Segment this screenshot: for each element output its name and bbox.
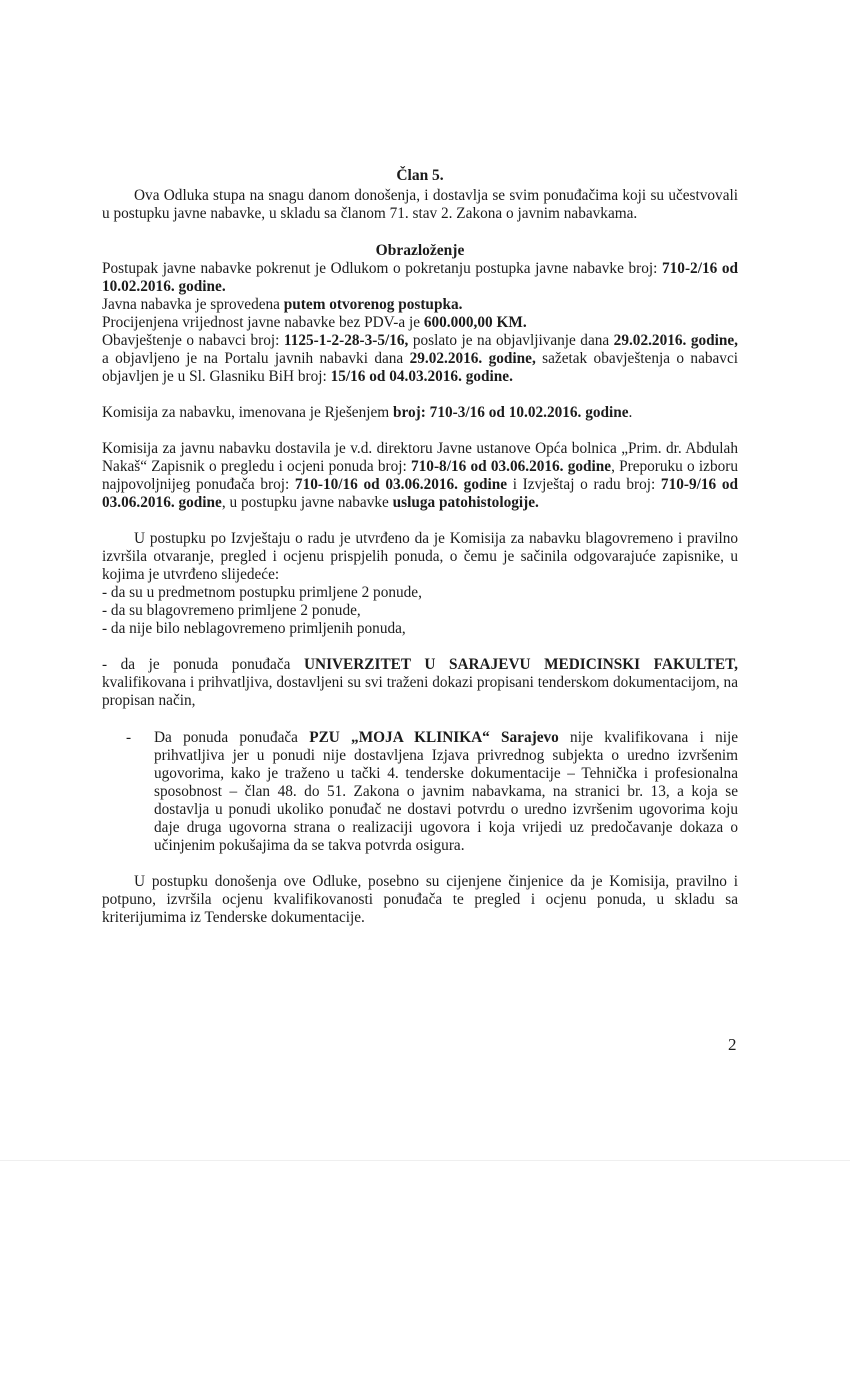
paragraph-vrijednost: Procijenjena vrijednost javne nabavke bez PDV-a je 600.000,00 KM. xyxy=(102,314,527,331)
article-5-paragraph: Ova Odluka stupa na snagu danom donošenja, i dostavlja se svim ponuđačima koji su učestvovali u postupku javne nabavke, u skladu sa članom 71. stav 2. Zakona o javnim nabavkama. xyxy=(102,187,738,222)
section-heading-obrazlozenje: Obrazloženje xyxy=(375,242,465,259)
list-item: - da nije bilo neblagovremeno primljenih ponuda, xyxy=(102,620,406,637)
paragraph-sprovedena: Javna nabavka je sprovedena putem otvorenog postupka. xyxy=(102,296,463,313)
paragraph-komisija: Komisija za nabavku, imenovana je Rješenjem broj: 710-3/16 od 10.02.2016. godine. xyxy=(102,404,633,421)
list-item: - da su blagovremeno primljene 2 ponude, xyxy=(102,602,361,619)
paragraph-donosenje: U postupku donošenja ove Odluke, posebno su cijenjene činjenice da je Komisija, pravilno i potpuno, izvršila ocjenu kvalifikovanosti ponuđača te pregled i ocjenu ponuda, u skladu sa kriterijumima iz Tenderske dokumentacije. xyxy=(102,873,738,926)
bullet-dash: - xyxy=(126,729,132,746)
article-heading: Član 5. xyxy=(396,167,444,184)
document-body xyxy=(102,167,738,927)
list-item: - da su u predmetnom postupku primljene 2 ponude, xyxy=(102,584,422,601)
paragraph-obavjestenje: Obavještenje o nabavci broj: 1125-1-2-28-3-5/16, poslato je na objavljivanje dana 29.02.2016. godine, a objavljeno je na Portalu javnih nabavki dana 29.02.2016. godine, sažetak obavještenja o nabavci objavljen je u Sl. Glasniku BiH broj: 15/16 od 04.03.2016. godine. xyxy=(102,332,738,385)
bullet-paragraph-moja-klinika: - Da ponuda ponuđača PZU „MOJA KLINIKA“ Sarajevo nije kvalifikovana i nije prihvatljiva jer u ponudi nije dostavljena Izjava privrednog subjekta o uredno izvršenim ugovorima, kako je traženo u tački 4. tenderske dokumentacije – Tehnička i profesionalna sposobnost – član 48. do 51. Zakona o javnim nabavkama, na stranici br. 13, a koja se dostavlja u ponudi ukoliko ponuđač ne dostavi potvrdu o uredno izvršenim ugovorima koju daje druga ugovorna strana o realizaciji ugovora i koja vrijedi uz predočavanje dokaza o učinjenim pokušajima da se takva potvrda osigura. xyxy=(126,729,739,854)
paragraph-postupak: Postupak javne nabavke pokrenut je Odlukom o pokretanju postupka javne nabavke broj: 710-2/16 od 10.02.2016. godine. xyxy=(102,260,739,295)
scan-edge-divider xyxy=(0,1160,850,1161)
page-number: 2 xyxy=(728,1035,737,1054)
paragraph-izvjestaj: U postupku po Izvještaju o radu je utvrđeno da je Komisija za nabavku blagovremeno i pravilno izvršila otvaranje, pregled i ocjenu prispjelih ponuda, o čemu je sačinila odgovarajuće zapisnike, u kojima je utvrđeno slijedeće: xyxy=(102,530,738,583)
paragraph-dostavila: Komisija za javnu nabavku dostavila je v.d. direktoru Javne ustanove Opća bolnica „Prim. dr. Abdulah Nakaš“ Zapisnik o pregledu i ocjeni ponuda broj: 710-8/16 od 03.06.2016. godine, Preporuku o izboru najpovoljnijeg ponuđača broj: 710-10/16 od 03.06.2016. godine i Izvještaj o radu broj: 710-9/16 od 03.06.2016. godine, u postupku javne nabavke usluga patohistologije. xyxy=(102,440,738,511)
paragraph-univerzitet: - da je ponuda ponuđača UNIVERZITET U SARAJEVU MEDICINSKI FAKULTET, kvalifikovana i prihvatljiva, dostavljeni su svi traženi dokazi propisani tenderskom dokumentacijom, na propisan način, xyxy=(102,656,738,709)
